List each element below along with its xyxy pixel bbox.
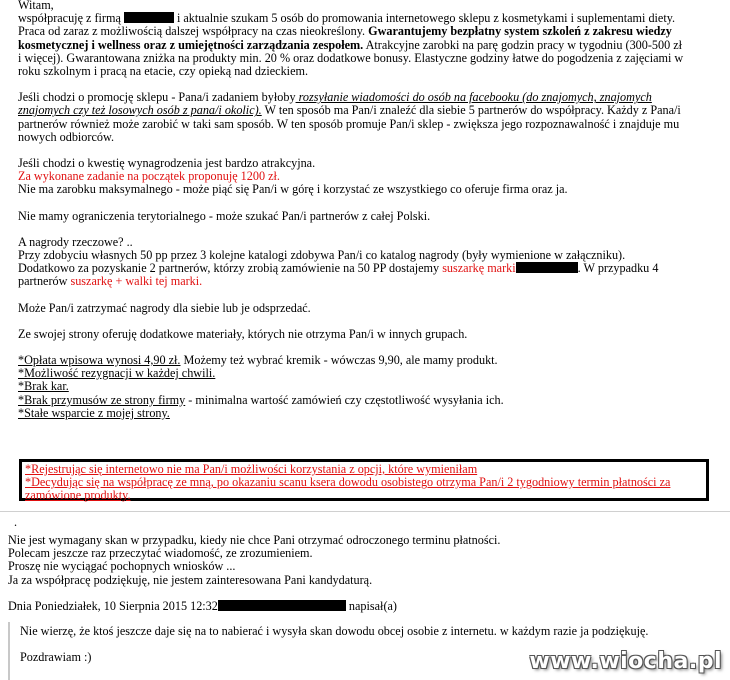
reply-message	[8, 534, 720, 613]
reply-line-4: Ja za współpracę podziękuję, nie jestem zainteresowana Pani kandydaturą.	[8, 572, 373, 587]
text-intro-2b: Gwarantujemy bezpłatny system szkoleń z zakresu wiedzy	[368, 24, 672, 39]
list-item-id-scan: *Decydując się na współpracę ze mną, po okazaniu scanu ksera dowodu osobistego otrzyma Pan/i 2 tygodniowy termin płatności za	[25, 475, 671, 490]
text-intro-2a: Praca od zaraz z możliwością dalszej współpracy na czas nieokreślony.	[18, 24, 366, 39]
watermark-logo: www.wiocha.pl	[529, 648, 722, 674]
text-intro-5: roku szkolnym i pracą na etacie, czy opieką nad dzieckiem.	[18, 64, 309, 79]
quote-date: Dnia Poniedziałek, 10 Sierpnia 2015 12:32	[8, 598, 218, 613]
list-item-registration: *Rejestrując się internetowo nie ma Pan/i możliwości korzystania z opcji, które wymieniłam	[25, 462, 478, 476]
text-promo-2b: W ten sposób ma Pan/i znaleźć dla siebie 5 partnerów do współpracy. Każdy z Pana/i	[261, 103, 681, 118]
text-rewards-4a: partnerów	[18, 274, 68, 289]
paragraph-territory: Nie mamy ograniczenia terytorialnego - może szukać Pan/i partnerów z całej Polski.	[18, 208, 431, 223]
list-item-fee-rest: Możemy też wybrać kremik - wówczas 9,90, ale mamy produkt.	[180, 353, 498, 368]
reply-line-1: Nie jest wymagany skan w przypadku, kiedy nie chce Pani otrzymać odroczonego terminu płatności.	[8, 533, 501, 547]
paragraph-salary	[18, 157, 718, 197]
text-promo-4: nowych odbiorców.	[18, 129, 115, 144]
text-promo-1b: rozsyłanie wiadomości do osób na facebooku (do znajomych, znajomych	[295, 90, 652, 105]
original-message	[18, 0, 718, 420]
text-rewards-2: Przy zdobyciu własnych 50 pp przez 3 kolejne katalogi zdobywa Pan/i co katalog nagrody (były wymienione w załączniku).	[18, 248, 626, 263]
paragraph-keep-rewards: Może Pan/i zatrzymać nagrody dla siebie lub je odsprzedać.	[18, 300, 311, 315]
divider	[0, 511, 730, 512]
text-promo-3: partnerów również może zarobić w taki sam sposób. W ten sposób promuje Pan/i sklep - zwiększa jego rozpoznawalność i znajduje mu	[18, 116, 680, 131]
list-item-no-fines: *Brak kar.	[18, 379, 69, 394]
text-promo-1a: Jeśli chodzi o promocję sklepu - Pana/i zadaniem byłoby	[18, 90, 296, 105]
list-item-fee: *Opłata wpisowa wynosi 4,90 zł.	[18, 353, 181, 368]
list-item-resign: *Możliwość rezygnacji w każdej chwili.	[18, 366, 216, 381]
text-salary-2: Za wykonane zadanie na początek proponuję 1200 zł.	[18, 169, 280, 184]
list-item-no-pressure-rest: - minimalna wartość zamówień czy częstotliwość wysyłania ich.	[185, 392, 504, 407]
quote-line-2: Pozdrawiam :)	[20, 650, 92, 665]
list-item-no-pressure: *Brak przymusów ze strony firmy	[18, 392, 186, 407]
text-rewards-1: A nagrody rzeczowe? ..	[18, 234, 133, 249]
text-salary-1: Jeśli chodzi o kwestię wynagrodzenia jest bardzo atrakcyjna.	[18, 156, 316, 171]
redacted-company	[124, 12, 174, 23]
greeting: Witam,	[18, 0, 54, 12]
quote-header	[8, 600, 720, 613]
reply-line-3: Proszę nie wyciągać pochopnych wniosków ...	[8, 559, 236, 574]
text-rewards-3c: . W przypadku 4	[577, 261, 659, 276]
list-item-id-scan-end: zamówione produkty.	[25, 488, 131, 503]
paragraph-rewards	[18, 236, 718, 289]
redacted-brand	[516, 262, 578, 273]
paragraph-promotion	[18, 91, 718, 144]
text-rewards-3b: suszarkę marki	[442, 261, 516, 276]
text-promo-2a: znajomych czy też losowych osób z pana/i okolic).	[18, 103, 262, 118]
text-rewards-3a: Dodatkowo za pozyskanie 2 partnerów, którzy zrobią zamówienie na 50 PP dostajemy	[18, 261, 440, 276]
text-intro-3a: kosmetycznej i wellness oraz z umiejętności zarządzania zespołem.	[18, 37, 364, 52]
highlighted-box	[19, 459, 709, 501]
text-intro-1b: i aktualnie szukam 5 osób do promowania internetowego sklepu z kosmetykami i suplementami diety.	[176, 11, 676, 26]
reply-line-2: Polecam jeszcze raz przeczytać wiadomość, ze zrozumieniem.	[8, 546, 313, 561]
redacted-sender	[218, 600, 346, 611]
text-intro-3b: Atrakcyjne zarobki na parę godzin pracy w tygodniu (300-500 zł	[365, 37, 683, 52]
list-item-support: *Stałe wsparcie z mojej strony.	[18, 405, 170, 420]
text-rewards-4b: suszarkę + walki tej marki.	[70, 274, 203, 289]
conditions-list	[18, 354, 718, 420]
text-intro-1a: współpracuję z firmą	[18, 11, 121, 26]
paragraph-materials: Ze swojej strony oferuję dodatkowe materiały, których nie otrzyma Pan/i w innych grupach.	[18, 326, 468, 341]
text-salary-3: Nie ma zarobku maksymalnego - może piąć się Pan/i w górę i korzystać ze wszystkiego co oferuje firma oraz ja.	[18, 182, 568, 197]
text-intro-4: i więcej). Gwarantowana zniżka na produkty min. 20 % oraz dodatkowe bonusy. Elastyczne godziny łatwe do pogodzenia z zajęciami w	[18, 50, 684, 65]
paragraph-intro	[18, 12, 718, 78]
quote-line-1: Nie wierzę, że ktoś jeszcze daje się na to nabierać i wysyła skan dowodu obcej osobie z internetu. w każdym razie ja podziękuję.	[20, 624, 649, 638]
separator-dot: .	[14, 515, 18, 529]
quote-wrote: napisał(a)	[348, 598, 397, 613]
